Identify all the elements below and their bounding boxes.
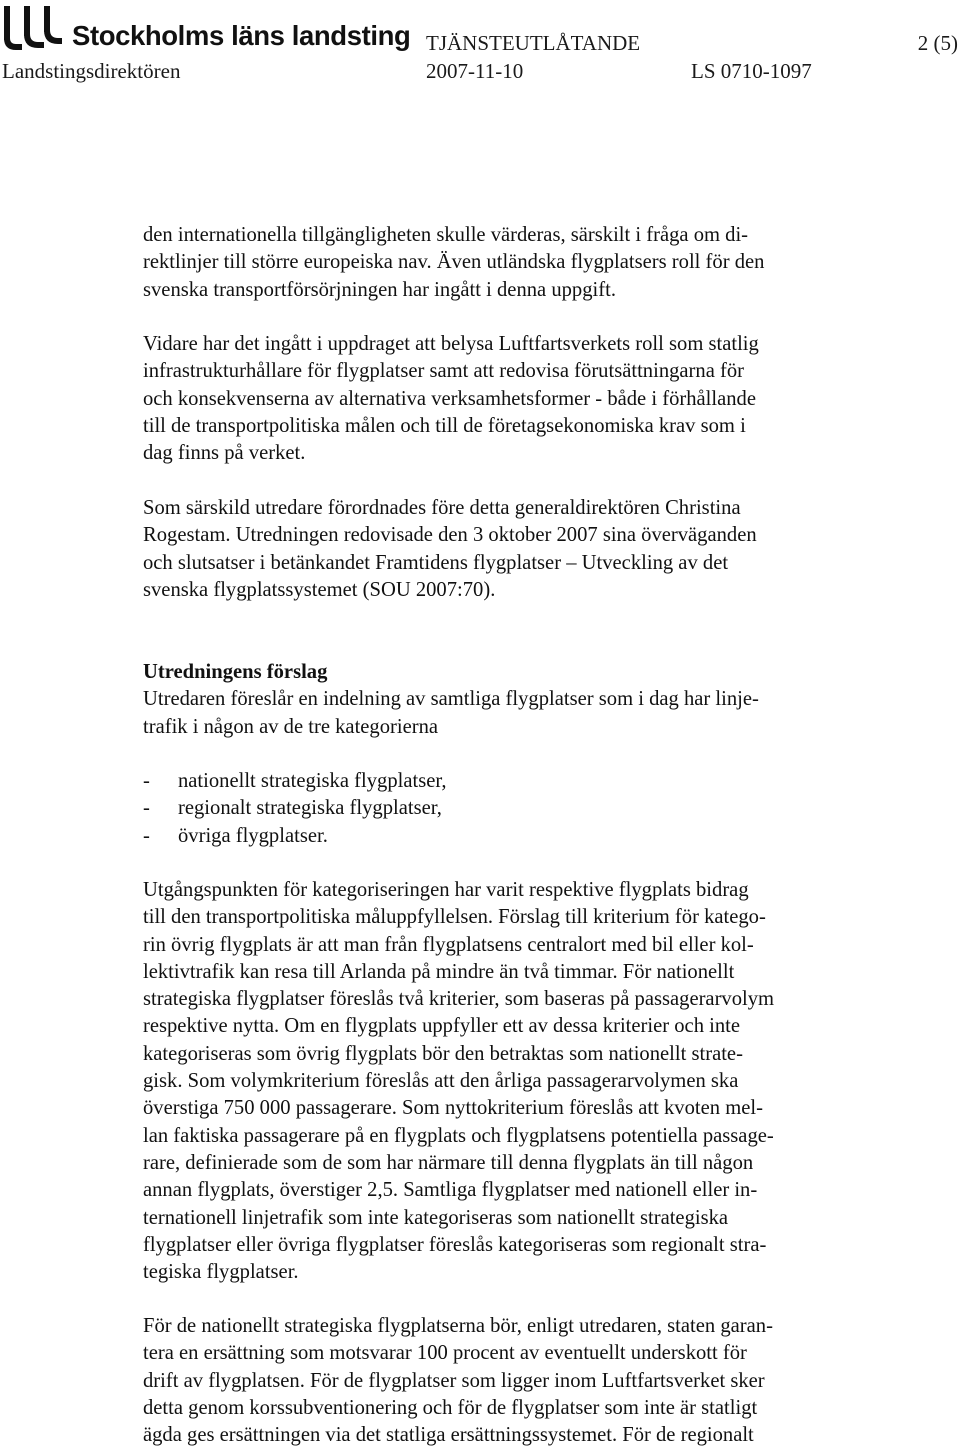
paragraph-6 [143,1313,903,1449]
text-line: flygplatser eller övriga flygplatser föreslås kategoriseras som regionalt stra- [143,1233,767,1256]
text-line: till de transportpolitiska målen och till de företagsekonomiska krav som i [143,414,746,437]
paragraph-2 [143,331,903,467]
text-line: Rogestam. Utredningen redovisade den 3 oktober 2007 sina överväganden [143,524,757,547]
text-line: gisk. Som volymkriterium föreslås att den årliga passagerarvolymen ska [143,1070,739,1093]
text-line: överstiga 750 000 passagerare. Som nyttokriterium föreslås att kvoten mel- [143,1097,763,1120]
text-line: infrastrukturhållare för flygplatser samt att redovisa förutsättningarna för [143,360,745,383]
text-line: strategiska flygplatser föreslås två kriterier, som baseras på passagerarvolym [143,988,775,1011]
department: Landstingsdirektören [2,59,181,83]
text-line: ägda ges ersättningen via det statliga ersättningssystemet. För de regionalt [143,1424,754,1447]
text-line: Utredaren föreslår en indelning av samtliga flygplatser som i dag har linje- [143,688,759,711]
dash-marker: - [143,824,150,847]
paragraph-3 [143,495,903,604]
list-item [143,795,903,822]
text-line: drift av flygplatsen. För de flygplatser som ligger inom Luftfartsverket sker [143,1369,765,1392]
document-header [0,0,960,90]
document-date: 2007-11-10 [426,59,524,83]
text-line: kategoriseras som övrig flygplats bör den betraktas som nationellt strate- [143,1042,743,1065]
text-line: den internationella tillgängligheten skulle värderas, särskilt i fråga om di- [143,224,749,246]
text-line: rin övrig flygplats är att man från flygplatsens centralort med bil eller kol- [143,933,754,956]
sll-logo [2,4,411,56]
paragraph-5 [143,877,903,1286]
text-line: rare, definierade som de som har närmare till denna flygplats än till någon [143,1151,754,1174]
section-heading: Utredningens förslag [143,661,328,683]
text-line: Vidare har det ingått i uppdraget att belysa Luftfartsverkets roll som statlig [143,333,759,355]
page-number: 2 (5) [917,31,958,55]
text-line: Utgångspunkten för kategoriseringen har varit respektive flygplats bidrag [143,879,749,901]
dash-marker: - [143,797,150,820]
text-line: och konsekvenserna av alternativa verksamhetsformer - både i förhållande [143,387,756,410]
list-item [143,768,903,795]
list-item-text: övriga flygplatser. [178,824,328,847]
text-line: annan flygplats, överstiger 2,5. Samtliga flygplatser med nationell eller in- [143,1179,758,1202]
text-line: rektlinjer till större europeiska nav. Även utländska flygplatsers roll för den [143,251,765,274]
list-item [143,823,903,850]
text-line: tegiska flygplatser. [143,1261,299,1284]
text-line: tera en ersättning som motsvarar 100 procent av eventuellt underskott för [143,1342,747,1365]
list-item-text: nationellt strategiska flygplatser, [178,770,447,792]
text-line: till den transportpolitiska måluppfyllelsen. Förslag till kriterium för katego- [143,906,766,929]
text-line: lan faktiska passagerare på en flygplats och flygplatsens potentiella passage- [143,1124,774,1147]
text-line: detta genom korssubventionering och för de flygplatser som inte är statligt [143,1396,758,1419]
text-line: svenska flygplatssystemet (SOU 2007:70). [143,578,496,601]
document-type: TJÄNSTEUTLÅTANDE [426,31,641,55]
sll-logo-icon [2,4,64,56]
text-line: svenska transportförsörjningen har ingått i denna uppgift. [143,278,616,301]
text-line: trafik i någon av de tre kategorierna [143,715,439,738]
text-line: respektive nytta. Om en flygplats uppfyller ett av dessa kriterier och inte [143,1015,741,1038]
text-line: Som särskild utredare förordnades före detta generaldirektören Christina [143,497,741,519]
paragraph-1 [143,222,903,304]
text-line: För de nationellt strategiska flygplatserna bör, enligt utredaren, staten garan- [143,1315,773,1337]
list-item-text: regionalt strategiska flygplatser, [178,797,442,820]
reference-number: LS 0710-1097 [691,59,812,83]
category-list [143,768,903,850]
dash-marker: - [143,770,150,792]
org-name: Stockholms läns landsting [72,20,411,51]
text-line: och slutsatser i betänkandet Framtidens flygplatser – Utveckling av det [143,551,729,574]
text-line: lektivtrafik kan resa till Arlanda på mindre än två timmar. För nationellt [143,960,735,983]
text-line: ternationell linjetrafik som inte kategoriseras som nationellt strategiska [143,1206,729,1229]
text-line: dag finns på verket. [143,442,306,465]
section-proposal [143,659,903,741]
